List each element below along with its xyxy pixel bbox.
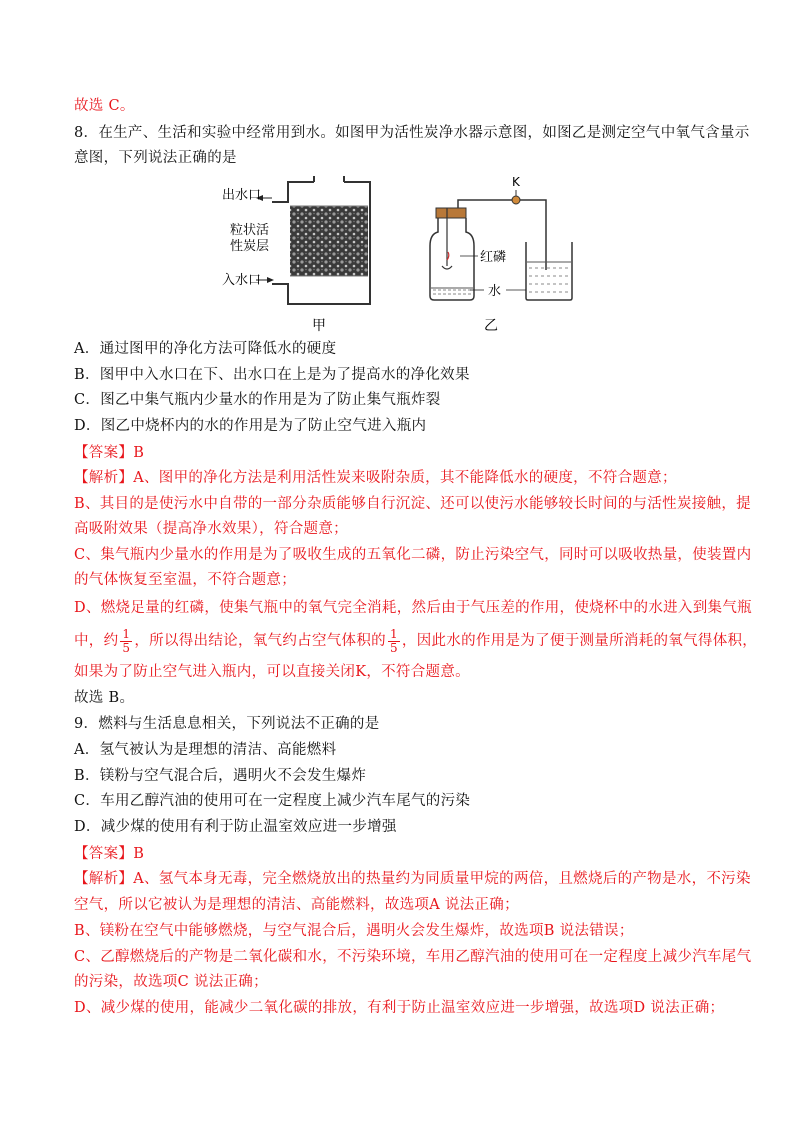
q8-option-a: A．通过图甲的净化方法可降低水的硬度 [74, 341, 337, 357]
q9-stem: 9．燃料与生活息息相关，下列说法不正确的是 [74, 716, 380, 732]
inlet-label: 入水口 [222, 273, 262, 288]
carbon-layer [290, 206, 368, 276]
stopper [436, 208, 466, 218]
valve-k-icon [512, 196, 520, 204]
q8-analysis-d2 [74, 626, 757, 656]
q8-option-d: D．图乙中烧杯内的水的作用是为了防止空气进入瓶内 [74, 418, 427, 434]
q9-option-c: C．车用乙醇汽油的使用可在一定程度上减少汽车尾气的污染 [74, 793, 471, 809]
carbon-label-2: 性炭层 [230, 239, 270, 254]
valve-label: K [512, 175, 520, 189]
q8-option-b: B．图甲中入水口在下、出水口在上是为了提高水的净化效果 [74, 367, 470, 383]
q9-analysis-c2: 的污染，故选项C 说法正确； [74, 974, 268, 990]
q9-analysis-d: D、减少煤的使用，能减少二氧化碳的排放，有利于防止温室效应进一步增强，故选项D 说法正确； [74, 1000, 725, 1016]
carbon-label-1: 粒状活 [230, 223, 270, 238]
q8-stem-line1: 8．在生产、生活和实验中经常用到水。如图甲为活性炭净水器示意图，如图乙是测定空气中氧气含量示 [74, 125, 750, 141]
q9-analysis-c1: C、乙醇燃烧后的产物是二氧化碳和水，不污染环境，车用乙醇汽油的使用可在一定程度上减少汽车尾气 [74, 949, 752, 965]
q7-conclusion: 故选 C。 [74, 98, 135, 114]
caption-yi: 乙 [484, 318, 498, 334]
q8-analysis-d1: D、燃烧足量的红磷，使集气瓶中的氧气完全消耗，然后由于气压差的作用，使烧杯中的水进入到集气瓶 [74, 600, 752, 616]
q8-stem-line2: 意图，下列说法正确的是 [74, 150, 237, 166]
q9-option-b: B．镁粉与空气混合后，遇明火不会发生爆炸 [74, 768, 367, 784]
beaker [526, 242, 572, 300]
oxygen-apparatus-diagram [430, 175, 572, 334]
q8-analysis-c1: C、集气瓶内少量水的作用是为了吸收生成的五氧化二磷，防止污染空气，同时可以吸收热量，使装置内 [74, 547, 752, 563]
inlet-arrow-icon [267, 277, 274, 283]
q8-option-c: C．图乙中集气瓶内少量水的作用是为了防止集气瓶炸裂 [74, 392, 441, 408]
phosphorus-label: 红磷 [480, 250, 507, 265]
caption-jia: 甲 [312, 318, 326, 334]
q9-analysis-a1: 【解析】A、氢气本身无毒，完全燃烧放出的热量约为同质量甲烷的两倍，且燃烧后的产物是水，不污染 [74, 871, 751, 887]
purifier-diagram [222, 176, 370, 334]
q9-option-d: D．减少煤的使用有利于防止温室效应进一步增强 [74, 819, 397, 835]
d2-text-b: ，所以得出结论，氧气约占空气体积的 [134, 633, 386, 649]
q9-analysis-a2: 空气，所以它被认为是理想的清洁、高能燃料，故选项A 说法正确； [74, 897, 519, 913]
d2-text-c: ，因此水的作用是为了便于测量所消耗的氧气得体积， [401, 633, 758, 649]
d2-text-a: 中，约 [74, 633, 119, 649]
q9-answer: 【答案】B [74, 846, 145, 862]
q8-analysis-c2: 的气体恢复至室温，不符合题意； [74, 572, 296, 588]
q8-figure [220, 172, 580, 334]
q8-analysis-d3: 如果为了防止空气进入瓶内，可以直接关闭K，不符合题意。 [74, 664, 470, 680]
q9-option-a: A．氢气被认为是理想的清洁、高能燃料 [74, 742, 337, 758]
water-label: 水 [488, 284, 502, 299]
fraction-one-fifth-2: $\frac{1}{5}$ [389, 626, 398, 655]
q9-analysis-b: B、镁粉在空气中能够燃烧，与空气混合后，遇明火会发生爆炸，故选项B 说法错误； [74, 923, 634, 939]
q8-analysis-b1: B、其目的是使污水中自带的一部分杂质能够自行沉淀、还可以使污水能够较长时间的与活性炭接触，提 [74, 496, 751, 512]
q8-analysis-a: 【解析】A、图甲的净化方法是利用活性炭来吸附杂质，其不能降低水的硬度，不符合题意； [74, 470, 677, 486]
q8-conclusion: 故选 B。 [74, 690, 135, 706]
outlet-label: 出水口 [222, 188, 262, 203]
q8-answer: 【答案】B [74, 445, 145, 461]
q8-analysis-b2: 高吸附效果（提高净水效果），符合题意； [74, 521, 348, 537]
fraction-one-fifth: $\frac{1}{5}$ [122, 626, 131, 655]
